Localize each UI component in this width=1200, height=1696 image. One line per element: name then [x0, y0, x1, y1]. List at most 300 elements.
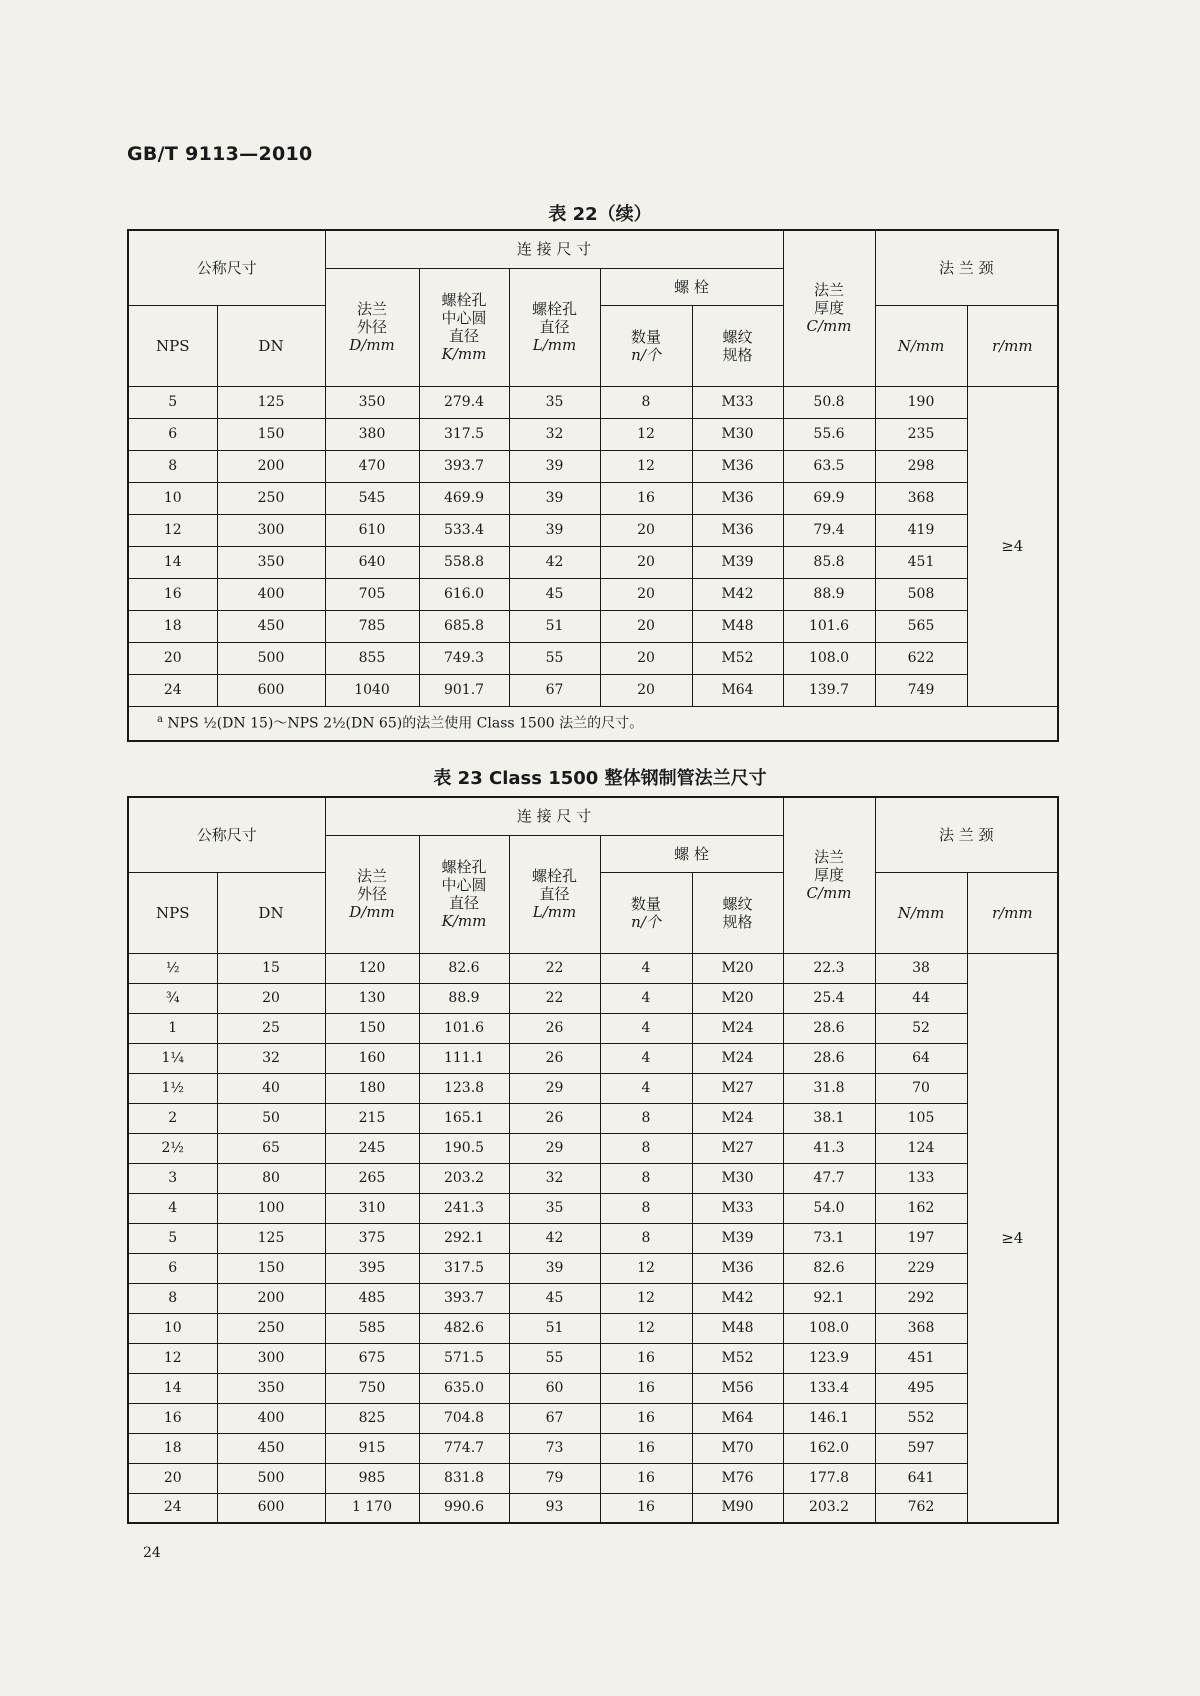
- table-cell: 571.5: [419, 1343, 509, 1373]
- table-cell: 600: [217, 1493, 325, 1523]
- table-cell: 1¼: [128, 1043, 217, 1073]
- table-row: [128, 514, 1058, 546]
- table-cell: 190: [875, 386, 967, 418]
- table-cell: 24: [128, 674, 217, 706]
- table-cell: 20: [600, 578, 692, 610]
- table-cell: 8: [600, 1103, 692, 1133]
- table-cell: 292.1: [419, 1223, 509, 1253]
- table-cell: 250: [217, 482, 325, 514]
- table-cell: 774.7: [419, 1433, 509, 1463]
- neck-r-value: ≥4: [967, 953, 1058, 1523]
- table-cell: 25: [217, 1013, 325, 1043]
- table-cell: 635.0: [419, 1373, 509, 1403]
- table-cell: 39: [509, 514, 600, 546]
- table-cell: 55: [509, 1343, 600, 1373]
- table-row: [128, 482, 1058, 514]
- table-cell: 93: [509, 1493, 600, 1523]
- table-cell: 8: [600, 1133, 692, 1163]
- table-cell: 16: [600, 1463, 692, 1493]
- table-cell: 67: [509, 674, 600, 706]
- table-cell: 150: [217, 418, 325, 450]
- table-cell: 675: [325, 1343, 419, 1373]
- table-row: [128, 1043, 1058, 1073]
- thickness-header: 法兰 厚度 C/mm: [783, 230, 875, 386]
- table-22-caption: 表 22（续）: [548, 204, 652, 225]
- table-cell: 831.8: [419, 1463, 509, 1493]
- table-cell: 29: [509, 1073, 600, 1103]
- table-cell: 482.6: [419, 1313, 509, 1343]
- table-row: [128, 418, 1058, 450]
- table-cell: 4: [600, 1013, 692, 1043]
- dn-header: DN: [217, 305, 325, 386]
- table-cell: 35: [509, 1193, 600, 1223]
- table-cell: 2: [128, 1103, 217, 1133]
- table-cell: 265: [325, 1163, 419, 1193]
- table-cell: 32: [217, 1043, 325, 1073]
- table-cell: 20: [600, 514, 692, 546]
- table-cell: 5: [128, 386, 217, 418]
- table-cell: 44: [875, 983, 967, 1013]
- table-cell: 12: [128, 1343, 217, 1373]
- table-cell: M30: [692, 1163, 783, 1193]
- table-cell: 901.7: [419, 674, 509, 706]
- table-cell: 26: [509, 1013, 600, 1043]
- table-cell: 55: [509, 642, 600, 674]
- table-cell: 26: [509, 1043, 600, 1073]
- table-cell: 50.8: [783, 386, 875, 418]
- table-cell: 469.9: [419, 482, 509, 514]
- bolt-count-header: 数量 n/个: [600, 872, 692, 953]
- table-cell: 395: [325, 1253, 419, 1283]
- flange-od-header: 法兰 外径 D/mm: [325, 835, 419, 953]
- table-cell: 533.4: [419, 514, 509, 546]
- table-cell: 203.2: [419, 1163, 509, 1193]
- table-23: [127, 796, 1059, 1524]
- table-cell: 368: [875, 1313, 967, 1343]
- table-cell: 160: [325, 1043, 419, 1073]
- table-cell: 12: [600, 1253, 692, 1283]
- table-row: [128, 1403, 1058, 1433]
- table-cell: 8: [128, 450, 217, 482]
- table-cell: 300: [217, 514, 325, 546]
- table-cell: 14: [128, 1373, 217, 1403]
- table-cell: 8: [128, 1283, 217, 1313]
- table-cell: 20: [600, 610, 692, 642]
- table-cell: 10: [128, 482, 217, 514]
- table-23-caption: 表 23 Class 1500 整体钢制管法兰尺寸: [433, 768, 767, 789]
- table-cell: M36: [692, 450, 783, 482]
- table-cell: 50: [217, 1103, 325, 1133]
- table-cell: 100: [217, 1193, 325, 1223]
- table-row: [128, 983, 1058, 1013]
- table-cell: 39: [509, 1253, 600, 1283]
- table-cell: 22.3: [783, 953, 875, 983]
- table-cell: 8: [600, 1163, 692, 1193]
- table-row: [128, 1343, 1058, 1373]
- table-cell: 749: [875, 674, 967, 706]
- table-cell: 400: [217, 1403, 325, 1433]
- table-cell: 22: [509, 983, 600, 1013]
- table-cell: 597: [875, 1433, 967, 1463]
- bolt-thread-header: 螺纹 规格: [692, 305, 783, 386]
- table-cell: 350: [217, 1373, 325, 1403]
- table-row: [128, 578, 1058, 610]
- table-cell: 35: [509, 386, 600, 418]
- table-cell: 133.4: [783, 1373, 875, 1403]
- table-row: [128, 1433, 1058, 1463]
- table-cell: 825: [325, 1403, 419, 1433]
- table-cell: M90: [692, 1493, 783, 1523]
- table-cell: 125: [217, 1223, 325, 1253]
- table-cell: 470: [325, 450, 419, 482]
- table-cell: 51: [509, 1313, 600, 1343]
- page-number: 24: [143, 1545, 161, 1561]
- table-cell: 8: [600, 386, 692, 418]
- table-cell: 85.8: [783, 546, 875, 578]
- table-cell: M64: [692, 674, 783, 706]
- table-cell: M20: [692, 983, 783, 1013]
- table-cell: 139.7: [783, 674, 875, 706]
- table-cell: 108.0: [783, 642, 875, 674]
- table-cell: M64: [692, 1403, 783, 1433]
- neck-n-header: N/mm: [875, 872, 967, 953]
- table-cell: 42: [509, 1223, 600, 1253]
- table-cell: 70: [875, 1073, 967, 1103]
- table-cell: M24: [692, 1103, 783, 1133]
- table-cell: M48: [692, 610, 783, 642]
- table-cell: 368: [875, 482, 967, 514]
- table-row: [128, 1373, 1058, 1403]
- table-cell: 292: [875, 1283, 967, 1313]
- table-cell: 640: [325, 546, 419, 578]
- table-cell: 12: [600, 418, 692, 450]
- table-cell: 63.5: [783, 450, 875, 482]
- table-cell: 317.5: [419, 1253, 509, 1283]
- table-cell: 162.0: [783, 1433, 875, 1463]
- table-cell: 350: [217, 546, 325, 578]
- table-cell: 124: [875, 1133, 967, 1163]
- table-cell: 500: [217, 1463, 325, 1493]
- neck-n-header: N/mm: [875, 305, 967, 386]
- table-cell: 67: [509, 1403, 600, 1433]
- table-cell: 915: [325, 1433, 419, 1463]
- table-row: [128, 450, 1058, 482]
- table-cell: 990.6: [419, 1493, 509, 1523]
- table-cell: 22: [509, 953, 600, 983]
- table-cell: 101.6: [419, 1013, 509, 1043]
- table-cell: 558.8: [419, 546, 509, 578]
- table-cell: 69.9: [783, 482, 875, 514]
- table-cell: 16: [128, 1403, 217, 1433]
- table-cell: M24: [692, 1043, 783, 1073]
- table-row: [128, 1223, 1058, 1253]
- table-cell: 197: [875, 1223, 967, 1253]
- table-cell: 8: [600, 1223, 692, 1253]
- table-cell: M52: [692, 642, 783, 674]
- bolt-circle-header: 螺栓孔 中心圆 直径 K/mm: [419, 268, 509, 386]
- table-cell: M39: [692, 1223, 783, 1253]
- table-cell: 24: [128, 1493, 217, 1523]
- table-row: [128, 1103, 1058, 1133]
- table-cell: M52: [692, 1343, 783, 1373]
- table-cell: 685.8: [419, 610, 509, 642]
- table-cell: 18: [128, 1433, 217, 1463]
- table-cell: 120: [325, 953, 419, 983]
- table-cell: 80: [217, 1163, 325, 1193]
- table-cell: 88.9: [783, 578, 875, 610]
- table-cell: 65: [217, 1133, 325, 1163]
- table-cell: 5: [128, 1223, 217, 1253]
- table-cell: 130: [325, 983, 419, 1013]
- table-cell: 393.7: [419, 1283, 509, 1313]
- table-cell: 150: [325, 1013, 419, 1043]
- nps-header: NPS: [128, 305, 217, 386]
- table-cell: 40: [217, 1073, 325, 1103]
- table-cell: 28.6: [783, 1043, 875, 1073]
- table-cell: 16: [128, 578, 217, 610]
- table-cell: 29: [509, 1133, 600, 1163]
- table-cell: M20: [692, 953, 783, 983]
- table-row: [128, 1313, 1058, 1343]
- table-cell: 585: [325, 1313, 419, 1343]
- table-cell: 20: [128, 1463, 217, 1493]
- table-cell: 250: [217, 1313, 325, 1343]
- table-cell: 704.8: [419, 1403, 509, 1433]
- table-cell: 108.0: [783, 1313, 875, 1343]
- table-cell: 38: [875, 953, 967, 983]
- table-cell: 31.8: [783, 1073, 875, 1103]
- table-cell: 162: [875, 1193, 967, 1223]
- table-cell: 235: [875, 418, 967, 450]
- table-cell: 4: [600, 953, 692, 983]
- table-cell: 762: [875, 1493, 967, 1523]
- table-row: [128, 1073, 1058, 1103]
- table-cell: 14: [128, 546, 217, 578]
- table-cell: M36: [692, 514, 783, 546]
- table-cell: 641: [875, 1463, 967, 1493]
- table-cell: 1040: [325, 674, 419, 706]
- table-cell: 15: [217, 953, 325, 983]
- table-cell: M48: [692, 1313, 783, 1343]
- table-cell: 6: [128, 418, 217, 450]
- table-cell: 150: [217, 1253, 325, 1283]
- table-cell: 25.4: [783, 983, 875, 1013]
- table-cell: 20: [600, 642, 692, 674]
- table-cell: 2½: [128, 1133, 217, 1163]
- table-cell: 4: [600, 983, 692, 1013]
- table-cell: 41.3: [783, 1133, 875, 1163]
- table-cell: 18: [128, 610, 217, 642]
- table-cell: 39: [509, 450, 600, 482]
- table-cell: M33: [692, 386, 783, 418]
- table-cell: 215: [325, 1103, 419, 1133]
- table-cell: 28.6: [783, 1013, 875, 1043]
- table-cell: M42: [692, 1283, 783, 1313]
- table-cell: 16: [600, 1343, 692, 1373]
- table-cell: 393.7: [419, 450, 509, 482]
- table-cell: 317.5: [419, 418, 509, 450]
- table-cell: M56: [692, 1373, 783, 1403]
- flange-od-header: 法兰 外径 D/mm: [325, 268, 419, 386]
- table-row: [128, 1283, 1058, 1313]
- neck-r-value: ≥4: [967, 386, 1058, 706]
- bolt-thread-header: 螺纹 规格: [692, 872, 783, 953]
- table-row: [128, 610, 1058, 642]
- table-cell: 622: [875, 642, 967, 674]
- table-cell: 310: [325, 1193, 419, 1223]
- table-cell: 985: [325, 1463, 419, 1493]
- nominal-size-header: 公称尺寸: [128, 797, 325, 872]
- table-cell: 123.8: [419, 1073, 509, 1103]
- table-cell: 616.0: [419, 578, 509, 610]
- table-cell: 54.0: [783, 1193, 875, 1223]
- table-row: [128, 386, 1058, 418]
- table-cell: 111.1: [419, 1043, 509, 1073]
- table-cell: 1 170: [325, 1493, 419, 1523]
- neck-header: 法 兰 颈: [875, 230, 1058, 305]
- table-cell: 229: [875, 1253, 967, 1283]
- table-cell: 508: [875, 578, 967, 610]
- table-cell: 105: [875, 1103, 967, 1133]
- connection-dims-header: 连 接 尺 寸: [325, 230, 783, 268]
- table-row: [128, 953, 1058, 983]
- table-row: [128, 1253, 1058, 1283]
- table-cell: 279.4: [419, 386, 509, 418]
- table-cell: 500: [217, 642, 325, 674]
- table-cell: 450: [217, 610, 325, 642]
- table-cell: ¾: [128, 983, 217, 1013]
- table-cell: 375: [325, 1223, 419, 1253]
- table-cell: 16: [600, 1493, 692, 1523]
- neck-r-header: r/mm: [967, 305, 1058, 386]
- table-row: [128, 1013, 1058, 1043]
- table-cell: 39: [509, 482, 600, 514]
- table-cell: 45: [509, 578, 600, 610]
- table-cell: 177.8: [783, 1463, 875, 1493]
- table-cell: 298: [875, 450, 967, 482]
- table-cell: 241.3: [419, 1193, 509, 1223]
- table-cell: 20: [217, 983, 325, 1013]
- table-cell: 20: [600, 546, 692, 578]
- table-cell: 180: [325, 1073, 419, 1103]
- table-cell: 190.5: [419, 1133, 509, 1163]
- table-cell: 52: [875, 1013, 967, 1043]
- table-cell: 51: [509, 610, 600, 642]
- neck-r-header: r/mm: [967, 872, 1058, 953]
- bolts-header: 螺 栓: [600, 268, 783, 305]
- table-cell: ½: [128, 953, 217, 983]
- table-cell: 485: [325, 1283, 419, 1313]
- table-cell: 750: [325, 1373, 419, 1403]
- table-cell: 749.3: [419, 642, 509, 674]
- footnote-mark: a: [157, 714, 163, 726]
- table-cell: 1½: [128, 1073, 217, 1103]
- table-cell: M36: [692, 482, 783, 514]
- table-cell: 101.6: [783, 610, 875, 642]
- table-cell: 565: [875, 610, 967, 642]
- table-cell: 450: [217, 1433, 325, 1463]
- table-cell: M70: [692, 1433, 783, 1463]
- table-cell: 38.1: [783, 1103, 875, 1133]
- table-row: [128, 1133, 1058, 1163]
- table-cell: 82.6: [783, 1253, 875, 1283]
- table-cell: 73.1: [783, 1223, 875, 1253]
- table-cell: 26: [509, 1103, 600, 1133]
- table-row: [128, 1463, 1058, 1493]
- neck-header: 法 兰 颈: [875, 797, 1058, 872]
- nominal-size-header: 公称尺寸: [128, 230, 325, 305]
- table-row: [128, 546, 1058, 578]
- table-cell: 60: [509, 1373, 600, 1403]
- table-cell: 123.9: [783, 1343, 875, 1373]
- table-cell: 4: [128, 1193, 217, 1223]
- table-cell: 133: [875, 1163, 967, 1193]
- table-row: [128, 642, 1058, 674]
- table-cell: 12: [600, 1283, 692, 1313]
- table-cell: 200: [217, 450, 325, 482]
- table-row: [128, 1493, 1058, 1523]
- table-cell: 1: [128, 1013, 217, 1043]
- table-cell: 165.1: [419, 1103, 509, 1133]
- table-cell: 12: [600, 450, 692, 482]
- table-cell: 125: [217, 386, 325, 418]
- table-cell: 350: [325, 386, 419, 418]
- bolt-hole-header: 螺栓孔 直径 L/mm: [509, 268, 600, 386]
- table-cell: 545: [325, 482, 419, 514]
- table-cell: 16: [600, 482, 692, 514]
- table-cell: 10: [128, 1313, 217, 1343]
- table-cell: 610: [325, 514, 419, 546]
- table-row: [128, 1163, 1058, 1193]
- table-cell: 400: [217, 578, 325, 610]
- table-cell: 79.4: [783, 514, 875, 546]
- table-cell: 64: [875, 1043, 967, 1073]
- table-footnote: [128, 706, 1058, 741]
- table-cell: 79: [509, 1463, 600, 1493]
- table-cell: M39: [692, 546, 783, 578]
- table-cell: 45: [509, 1283, 600, 1313]
- table-cell: 600: [217, 674, 325, 706]
- table-cell: 47.7: [783, 1163, 875, 1193]
- table-cell: 42: [509, 546, 600, 578]
- table-cell: M24: [692, 1013, 783, 1043]
- table-cell: 8: [600, 1193, 692, 1223]
- table-cell: M33: [692, 1193, 783, 1223]
- table-cell: 245: [325, 1133, 419, 1163]
- table-cell: 203.2: [783, 1493, 875, 1523]
- table-cell: 92.1: [783, 1283, 875, 1313]
- table-cell: 495: [875, 1373, 967, 1403]
- table-cell: 146.1: [783, 1403, 875, 1433]
- table-cell: 705: [325, 578, 419, 610]
- bolt-hole-header: 螺栓孔 直径 L/mm: [509, 835, 600, 953]
- bolts-header: 螺 栓: [600, 835, 783, 872]
- table-cell: 451: [875, 546, 967, 578]
- standard-code: GB/T 9113—2010: [127, 143, 313, 165]
- table-cell: 785: [325, 610, 419, 642]
- thickness-header: 法兰 厚度 C/mm: [783, 797, 875, 953]
- footnote-text: NPS ½(DN 15)～NPS 2½(DN 65)的法兰使用 Class 1500 法兰的尺寸。: [162, 715, 644, 732]
- table-22: [127, 229, 1059, 742]
- table-row: [128, 674, 1058, 706]
- table-cell: M27: [692, 1133, 783, 1163]
- table-cell: 855: [325, 642, 419, 674]
- bolt-count-header: 数量 n/个: [600, 305, 692, 386]
- table-cell: 20: [600, 674, 692, 706]
- table-cell: 16: [600, 1403, 692, 1433]
- table-cell: 200: [217, 1283, 325, 1313]
- dn-header: DN: [217, 872, 325, 953]
